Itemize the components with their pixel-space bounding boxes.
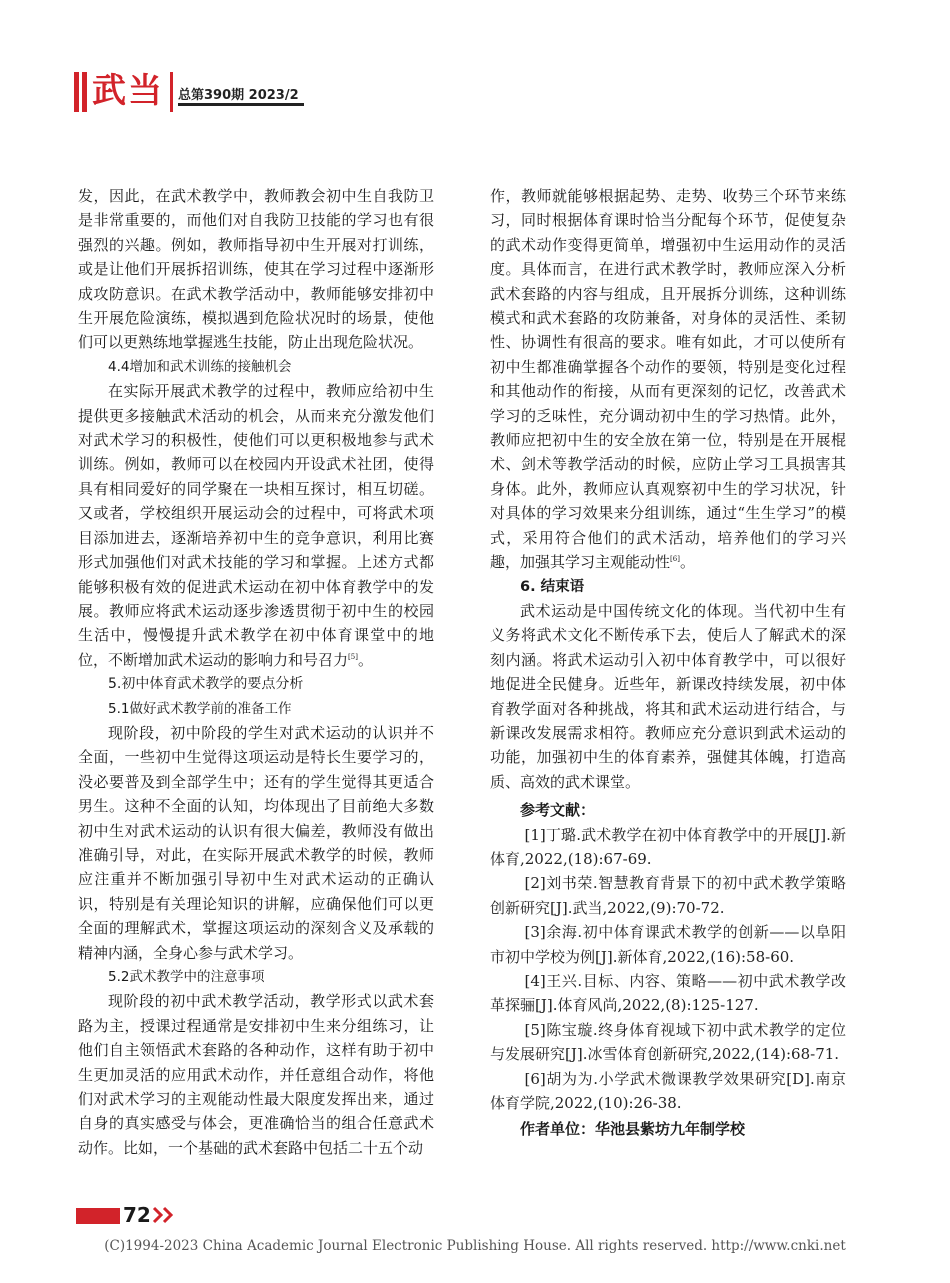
journal-logo: 武当 — [92, 71, 164, 111]
reference-item: [2]刘书荣.智慧教育背景下的初中武术教学策略创新研究[J].武当,2022,(9):70-72. — [490, 874, 846, 917]
header-accent-bar — [82, 72, 87, 112]
reference-item: [4]王兴.目标、内容、策略——初中武术教学改革探骊[J].体育风尚,2022,(8):125-127. — [490, 972, 846, 1015]
reference-item: [3]余海.初中体育课武术教学的创新——以阜阳市初中学校为例[J].新体育,2022,(16):58-60. — [490, 923, 846, 966]
reference-item: [1]丁璐.武术教学在初中体育教学中的开展[J].新体育,2022,(18):67-69. — [490, 825, 846, 868]
section-heading: 6. 结束语 — [520, 578, 585, 595]
citation-marker: [5] — [348, 652, 358, 661]
reference-item: [5]陈宝璇.终身体育视域下初中武术教学的定位与发展研究[J].冰雪体育创新研究,2022,(14):68-71. — [490, 1020, 846, 1064]
body-paragraph — [78, 379, 434, 672]
header-rule — [178, 103, 304, 106]
body-paragraph — [490, 184, 846, 575]
section-subheading: 5.2武术教学中的注意事项 — [108, 969, 265, 985]
paragraph-tail: 。 — [357, 650, 373, 669]
double-chevron-icon — [152, 1206, 176, 1224]
reference-list — [490, 823, 846, 1116]
citation-marker: [6] — [670, 555, 680, 564]
header-accent-bar — [74, 72, 79, 112]
body-paragraph: 发，因此，在武术教学中，教师教会初中生自我防卫是非常重要的，而他们对自我防卫技能的学习也有很强烈的兴趣。例如，教师指导初中生开展对打训练，或是让他们开展拆招训练，使其在学习过程中逐渐形成攻防意识。在武术教学活动中，教师能够安排初中生开展危险演练，模拟遇到危险状况时的场景，使他们可以更熟练地掌握逃生技能，防止出现危险状况。 — [78, 187, 434, 352]
body-paragraph: 现阶段，初中阶段的学生对武术运动的认识并不全面，一些初中生觉得这项运动是特长生要学习的，没必要普及到全部学生中；还有的学生觉得其更适合男生。这种不全面的认知，均体现出了目前绝大多数初中生对武术运动的认识有很大偏差，教师没有做出准确引导，对此，在实际开展武术教学的时候，教师应注重并不断加强引导初中生对武术运动的正确认识，特别是有关理论知识的讲解，应确保他们可以更全面的理解武术，掌握这项运动的深刻含义及承载的精神内涵，全身心参与武术学习。 — [78, 723, 434, 962]
section-heading: 5.初中体育武术教学的要点分析 — [108, 676, 304, 693]
body-paragraph: 武术运动是中国传统文化的体现。当代初中生有义务将武术文化不断传承下去，使后人了解武术的深刻内涵。将武术运动引入初中体育教学中，可以很好地促进全民健身。近些年，新课改持续发展，初中体育教学面对各种挑战，将其和武术运动进行结合，与新课改发展需求相符。教师应充分意识到武术运动的功能，加强初中生的体育素养，强健其体魄，打造高质、高效的武术课堂。 — [490, 601, 846, 791]
copyright-notice: (C)1994-2023 China Academic Journal Electronic Publishing House. All rights reserved. http://www.cnki.net — [104, 1238, 846, 1254]
author-affiliation: 作者单位：华池县紫坊九年制学校 — [520, 1120, 746, 1139]
paragraph-tail: 。 — [679, 553, 695, 572]
reference-item: [6]胡为为.小学武术微课教学效果研究[D].南京体育学院,2022,(10):26-38. — [490, 1069, 846, 1113]
left-column — [78, 184, 434, 1160]
page-number: 72 — [123, 1203, 151, 1227]
issue-number: 总第390期 2023/2 — [178, 88, 299, 103]
paragraph-text: 作，教师就能够根据起势、走势、收势三个环节来练习，同时根据体育课时恰当分配每个环节，促使复杂的武术动作变得更简单，增强初中生运用动作的灵活度。具体而言，在进行武术教学时，教师应深入分析武术套路的内容与组成，且开展拆分训练，这种训练模式和武术套路的攻防兼备，对身体的灵活性、柔韧性、协调性有很高的要求。唯有如此，才可以使所有初中生都准确掌握各个动作的要领，特别是变化过程和其他动作的衔接，从而有更深刻的记忆，改善武术学习的乏味性，充分调动初中生的学习热情。此外，教师应把初中生的安全放在第一位，特别是在开展棍术、剑术等教学活动的时候，应防止学习工具损害其身体。此外，教师应认真观察初中生的学习状况，针对具体的学习效果来分组训练，通过“生生学习”的模式，采用符合他们的武术活动，培养他们的学习兴趣，加强其学习主观能动性 — [490, 187, 846, 572]
paragraph-text: 在实际开展武术教学的过程中，教师应给初中生提供更多接触武术活动的机会，从而来充分激发他们对武术学习的积极性，使他们可以更积极地参与武术训练。例如，教师可以在校园内开设武术社团，使得具有相同爱好的同学聚在一块相互探讨，相互切磋。又或者，学校组织开展运动会的过程中，可将武术项目添加进去，逐渐培养初中生的竞争意识，利用比赛形式加强他们对武术技能的学习和掌握。上述方式都能够积极有效的促进武术运动在初中体育教学中的发展。教师应将武术运动逐步渗透贯彻于初中生的校园生活中，慢慢提升武术教学在初中体育课堂中的地位，不断增加武术运动的影响力和号召力 — [78, 382, 434, 669]
page-number-bar — [76, 1208, 120, 1224]
right-column-body — [490, 184, 846, 794]
references-title: 参考文献： — [520, 801, 596, 820]
header-divider — [170, 72, 173, 112]
right-column — [490, 184, 846, 1142]
body-paragraph: 现阶段的初中武术教学活动，教学形式以武术套路为主，授课过程通常是安排初中生来分组练习，让他们自主领悟武术套路的各种动作，这样有助于初中生更加灵活的应用武术动作，并任意组合动作，将他们对武术学习的主观能动性最大限度发挥出来，通过自身的真实感受与体会，更准确恰当的组合任意武术动作。比如，一个基础的武术套路中包括二十五个动 — [78, 992, 434, 1157]
section-subheading: 4.4增加和武术训练的接触机会 — [108, 358, 292, 375]
section-subheading: 5.1做好武术教学前的准备工作 — [108, 700, 292, 717]
